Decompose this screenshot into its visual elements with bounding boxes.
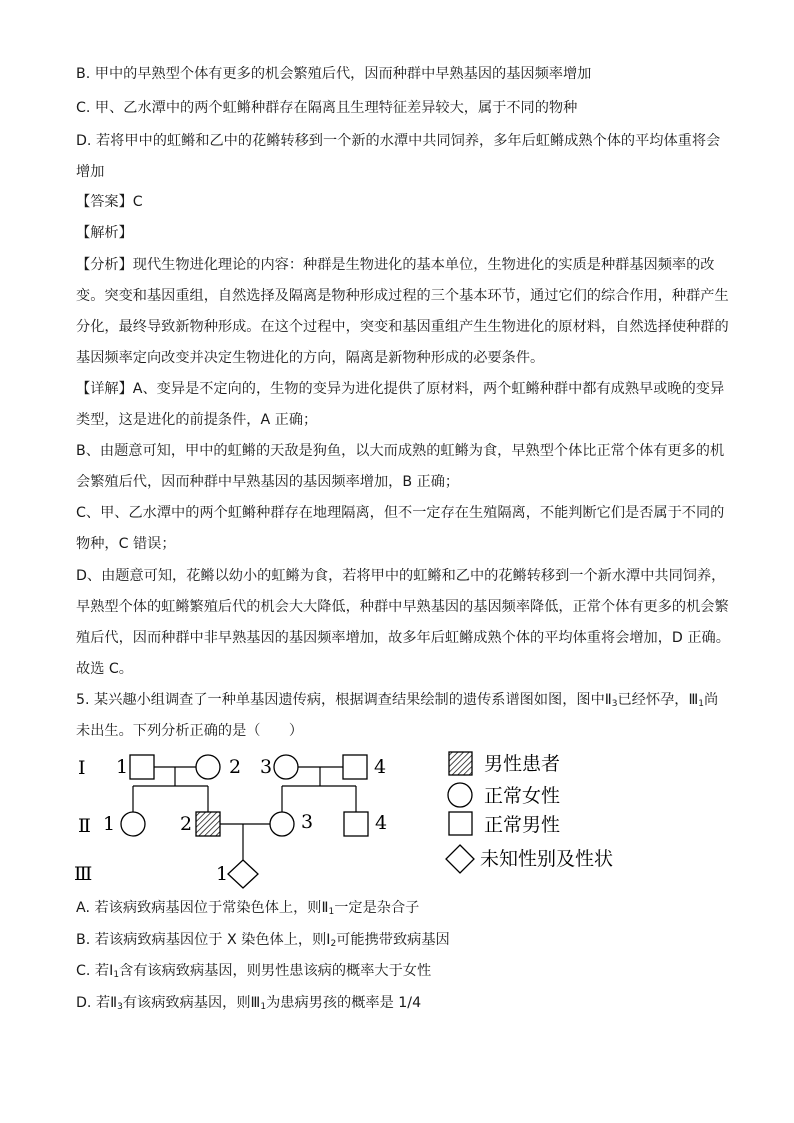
legend-unknown-icon xyxy=(446,845,474,873)
legend-affected-male: 男性患者 xyxy=(484,753,561,775)
xiangjie-line: 类型，这是进化的前提条件，A 正确； xyxy=(76,412,318,428)
II-4-male xyxy=(344,812,368,836)
legend-normal-female: 正常女性 xyxy=(484,785,561,807)
num-III-1: 1 xyxy=(216,863,229,885)
option-d-line2: 增加 xyxy=(76,164,105,180)
num-I-2: 2 xyxy=(229,756,242,778)
xiangjie-line: 殖后代，因而种群中非早熟基因的基因频率增加，故多年后虹鳉成熟个体的平均体重将会增加，D 正确。 xyxy=(76,630,730,646)
num-II-4: 4 xyxy=(375,812,388,834)
option-5d: D. 若$Ⅱ_3$有该病致病基因，则$Ⅲ_1$为患病男孩的概率是 1/4 xyxy=(76,995,422,1012)
legend-normal-female-icon xyxy=(448,783,472,807)
II-2-affected-male xyxy=(196,812,220,836)
num-I-4: 4 xyxy=(374,756,387,778)
option-d-line1: D. 若将甲中的虹鳉和乙中的花鳉转移到一个新的水潭中共同饲养，多年后虹鳉成熟个体的平均体重将会 xyxy=(76,133,721,149)
num-II-3: 3 xyxy=(301,811,314,833)
I-1-male xyxy=(130,755,154,779)
num-I-3: 3 xyxy=(260,756,273,778)
legend-unknown: 未知性别及性状 xyxy=(480,848,614,870)
fenxi-line: 基因频率定向改变并决定生物进化的方向，隔离是新物种形成的必要条件。 xyxy=(76,350,545,366)
xiangjie-line: 物种，C 错误； xyxy=(76,536,176,552)
III-1-unknown xyxy=(228,860,258,888)
analysis-title: 【解析】 xyxy=(76,225,133,241)
xiangjie-line: D、由题意可知，花鳉以幼小的虹鳉为食，若将甲中的虹鳉和乙中的花鳉转移到一个新水潭中共同饲养， xyxy=(76,568,726,584)
num-I-1: 1 xyxy=(116,756,129,778)
option-5c: C. 若$Ⅰ_1$含有该病致病基因，则男性患该病的概率大于女性 xyxy=(76,963,432,980)
gen-I: Ⅰ xyxy=(78,757,86,779)
fenxi-line: 变。突变和基因重组，自然选择及隔离是物种形成过程的三个基本环节，通过它们的综合作用，种群产生 xyxy=(76,288,729,304)
xiangjie-line: B、由题意可知，甲中的虹鳉的天敌是狗鱼，以大而成熟的虹鳉为食，早熟型个体比正常个体有更多的机 xyxy=(76,443,725,459)
option-5b: B. 若该病致病基因位于 X 染色体上，则$Ⅰ_2$可能携带致病基因 xyxy=(76,932,450,949)
option-c: C. 甲、乙水潭中的两个虹鳉种群存在隔离且生理特征差异较大，属于不同的物种 xyxy=(76,100,578,116)
I-3-female xyxy=(274,755,298,779)
fenxi-line: 分化，最终导致新物种形成。在这个过程中，突变和基因重组产生生物进化的原材料，自然选择使种群的 xyxy=(76,319,729,335)
fenxi-line: 【分析】现代生物进化理论的内容：种群是生物进化的基本单位，生物进化的实质是种群基因频率的改 xyxy=(76,257,715,273)
option-b: B. 甲中的早熟型个体有更多的机会繁殖后代，因而种群中早熟基因的基因频率增加 xyxy=(76,66,592,82)
xiangjie-line: 早熟型个体的虹鳉繁殖后代的机会大大降低，种群中早熟基因的基因频率降低，正常个体有更多的机会繁 xyxy=(76,599,729,615)
num-II-2: 2 xyxy=(180,813,193,835)
II-3-female xyxy=(270,812,294,836)
I-4-male xyxy=(343,755,367,779)
II-1-female xyxy=(121,812,145,836)
option-5a: A. 若该病致病基因位于常染色体上，则$Ⅱ_1$一定是杂合子 xyxy=(76,900,420,917)
xiangjie-line: C、甲、乙水潭中的两个虹鳉种群存在地理隔离，但不一定存在生殖隔离，不能判断它们是否属于不同的 xyxy=(76,505,725,521)
question-5-line1: 5. 某兴趣小组调查了一种单基因遗传病，根据调查结果绘制的遗传系谱图如图，图中$Ⅱ_3$已经怀孕，$Ⅲ_1$尚 xyxy=(76,692,719,709)
xiangjie-line: 故选 C。 xyxy=(76,661,133,677)
gen-III: Ⅲ xyxy=(74,863,93,885)
answer: 【答案】C xyxy=(76,194,143,210)
legend-normal-male-icon xyxy=(449,812,472,835)
legend-affected-male-icon xyxy=(449,752,472,775)
gen-II: Ⅱ xyxy=(78,815,91,837)
question-5-line2: 未出生。下列分析正确的是（ ） xyxy=(76,723,304,739)
pedigree-chart xyxy=(0,740,794,900)
num-II-1: 1 xyxy=(103,813,116,835)
xiangjie-line: 【详解】A、变异是不定向的，生物的变异为进化提供了原材料，两个虹鳉种群中都有成熟早或晚的变异 xyxy=(76,381,725,397)
legend-normal-male: 正常男性 xyxy=(484,814,561,836)
I-2-female xyxy=(196,755,220,779)
xiangjie-line: 会繁殖后代，因而种群中早熟基因的基因频率增加，B 正确； xyxy=(76,474,460,490)
